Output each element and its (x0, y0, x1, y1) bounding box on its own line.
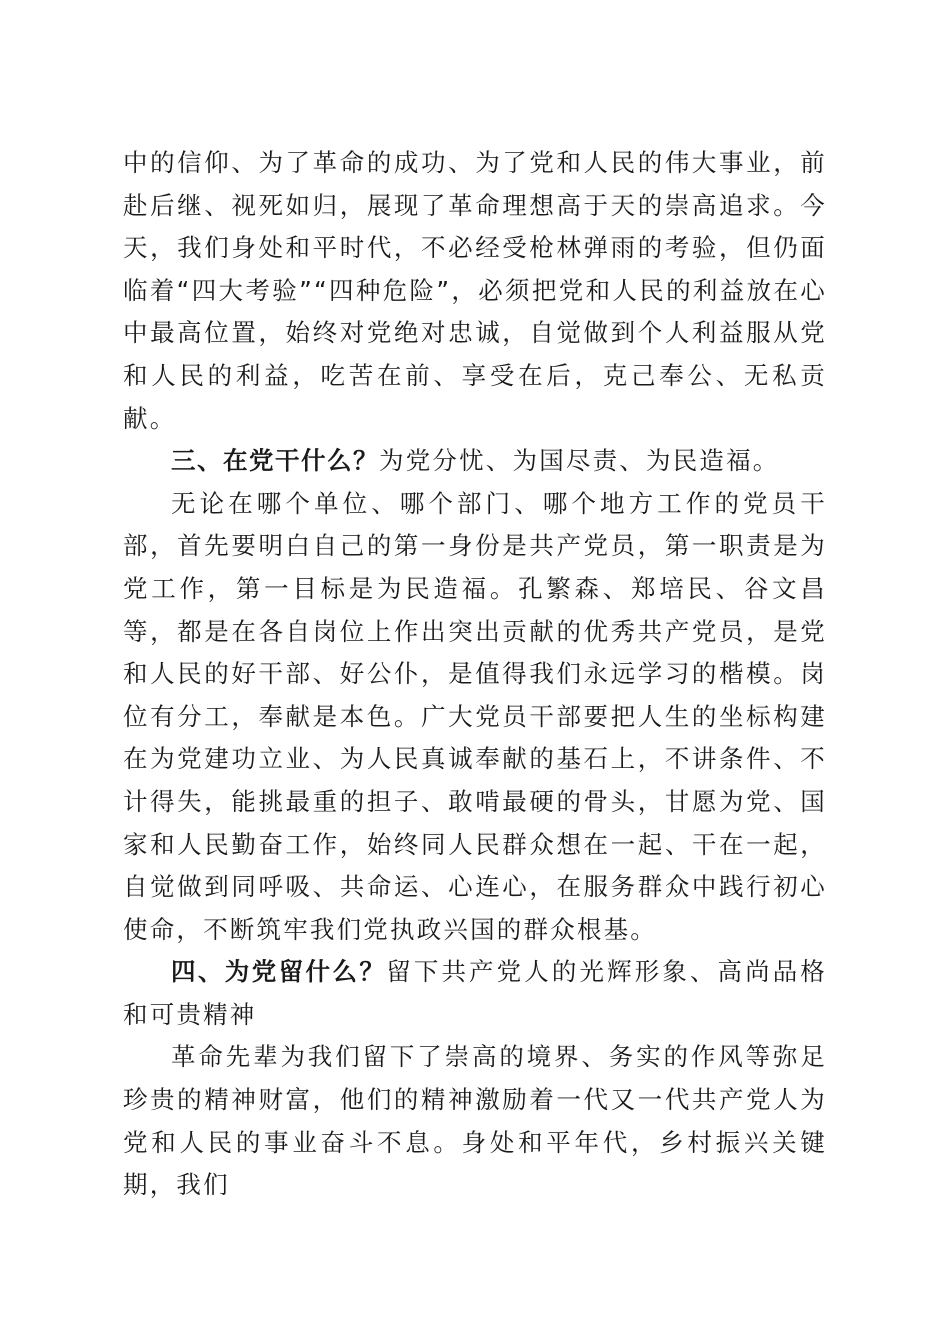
section-three-heading (123, 440, 827, 483)
section-three-title: 三、在党干什么？ (171, 446, 379, 476)
section-three-subtitle: 为党分忧、为国尽责、为民造福。 (379, 446, 780, 476)
section-four-body: 革命先辈为我们留下了崇高的境界、务实的作风等弥足珍贵的精神财富，他们的精神激励着一代又一代共产党人为党和人民的事业奋斗不息。身处和平年代，乡村振兴关键期，我们 (123, 1042, 827, 1200)
paragraph-continuation: 中的信仰、为了革命的成功、为了党和人民的伟大事业，前赴后继、视死如归，展现了革命理想高于天的崇高追求。今天，我们身处和平时代，不必经受枪林弹雨的考验，但仍面临着“四大考验”“四种危险”，必须把党和人民的利益放在心中最高位置，始终对党绝对忠诚，自觉做到个人利益服从党和人民的利益，吃苦在前、享受在后，克己奉公、无私贡献。 (123, 148, 827, 433)
section-four-subtitle: 留下共产党人的光辉形象、高尚品格和可贵精神 (123, 957, 827, 1029)
section-four-heading (123, 951, 827, 1036)
section-three-body: 无论在哪个单位、哪个部门、哪个地方工作的党员干部，首先要明白自己的第一身份是共产党员，第一职责是为党工作，第一目标是为民造福。孔繁森、郑培民、谷文昌等，都是在各自岗位上作出突出贡献的优秀共产党员，是党和人民的好干部、好公仆，是值得我们永远学习的楷模。岗位有分工，奉献是本色。广大党员干部要把人生的坐标构建在为党建功立业、为人民真诚奉献的基石上，不讲条件、不计得失，能挑最重的担子、敢啃最硬的骨头，甘愿为党、国家和人民勤奋工作，始终同人民群众想在一起、干在一起，自觉做到同呼吸、共命运、心连心，在服务群众中践行初心使命，不断筑牢我们党执政兴国的群众根基。 (123, 488, 827, 944)
document-page (123, 142, 827, 1207)
section-four-title: 四、为党留什么？ (171, 957, 387, 987)
